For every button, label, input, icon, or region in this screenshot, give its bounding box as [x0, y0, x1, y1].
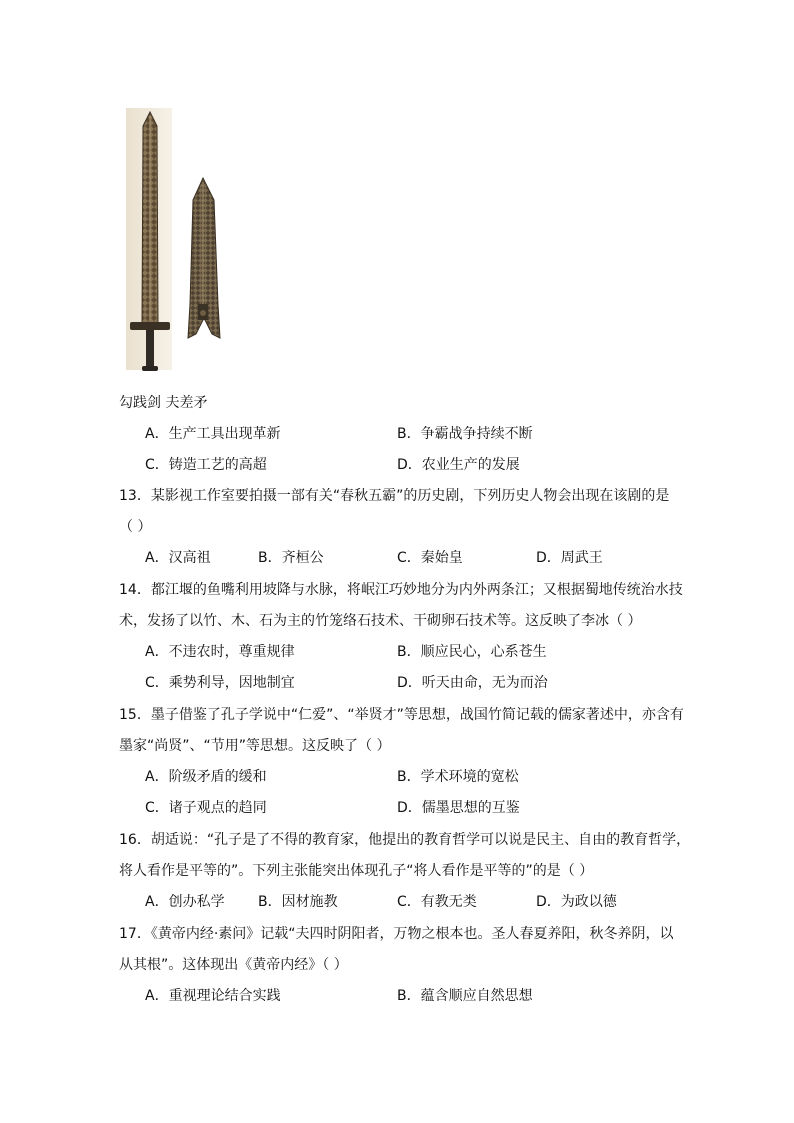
- q13-stem-line2: （ ）: [119, 519, 152, 535]
- q16-option-b: B．因材施教: [258, 894, 338, 910]
- spear-head-icon: [188, 178, 220, 338]
- q14-stem-line1: 14．都江堰的鱼嘴利用坡降与水脉，将岷江巧妙地分为内外两条江；又根据蜀地传统治水技: [119, 582, 683, 598]
- q14-option-c: C．乘势利导，因地制宜: [145, 675, 295, 691]
- q14-stem-line2: 术，发扬了以竹、木、石为主的竹笼络石技术、干砌卵石技术等。这反映了李冰（ ）: [119, 613, 642, 629]
- q15-option-d: D．儒墨思想的互鉴: [397, 800, 520, 816]
- q14-option-d: D．听天由命，无为而治: [397, 675, 548, 691]
- q16-stem-line1: 16．胡适说：“孔子是了不得的教育家，他提出的教育哲学可以说是民主、自由的教育哲学，: [119, 832, 691, 848]
- q17-stem-line1: 17．《黄帝内经·素问》记载“夫四时阴阳者，万物之根本也。圣人春夏养阳，秋冬养阴，以: [119, 926, 674, 942]
- q12-option-a: A．生产工具出现革新: [145, 426, 281, 442]
- q17-option-b: B．蕴含顺应自然思想: [397, 988, 533, 1004]
- bronze-weapons-photo: [118, 108, 248, 380]
- q16-option-c: C．有教无类: [397, 894, 477, 910]
- q13-option-a: A．汉高祖: [145, 550, 211, 566]
- q13-option-b: B．齐桓公: [258, 550, 324, 566]
- q13-option-c: C．秦始皇: [397, 550, 463, 566]
- q16-stem-line2: 将人看作是平等的”。下列主张能突出体现孔子“将人看作是平等的”的是（ ）: [119, 863, 594, 879]
- q12-option-c: C．铸造工艺的高超: [145, 457, 267, 473]
- q14-option-b: B．顺应民心，心系苍生: [397, 644, 547, 660]
- q15-option-b: B．学术环境的宽松: [397, 769, 519, 785]
- q15-stem-line2: 墨家“尚贤”、“节用”等思想。这反映了（ ）: [119, 738, 391, 754]
- q12-option-b: B．争霸战争持续不断: [397, 426, 533, 442]
- q15-option-a: A．阶级矛盾的缓和: [145, 769, 267, 785]
- q16-option-d: D．为政以德: [536, 894, 617, 910]
- q12-option-d: D．农业生产的发展: [397, 457, 520, 473]
- q13-stem-line1: 13．某影视工作室要拍摄一部有关“春秋五霸”的历史剧，下列历史人物会出现在该剧的是: [119, 488, 670, 504]
- q13-option-d: D．周武王: [536, 550, 603, 566]
- q15-stem-line1: 15．墨子借鉴了孔子学说中“仁爱”、“举贤才”等思想，战国竹简记载的儒家著述中，亦含有: [119, 707, 684, 723]
- q16-option-a: A．创办私学: [145, 894, 225, 910]
- q14-option-a: A．不违农时，尊重规律: [145, 644, 295, 660]
- q17-option-a: A．重视理论结合实践: [145, 988, 281, 1004]
- q15-option-c: C．诸子观点的趋同: [145, 800, 267, 816]
- figure-caption: 勾践剑 夫差矛: [119, 395, 208, 411]
- q17-stem-line2: 从其根”。这体现出《黄帝内经》（ ）: [119, 957, 348, 973]
